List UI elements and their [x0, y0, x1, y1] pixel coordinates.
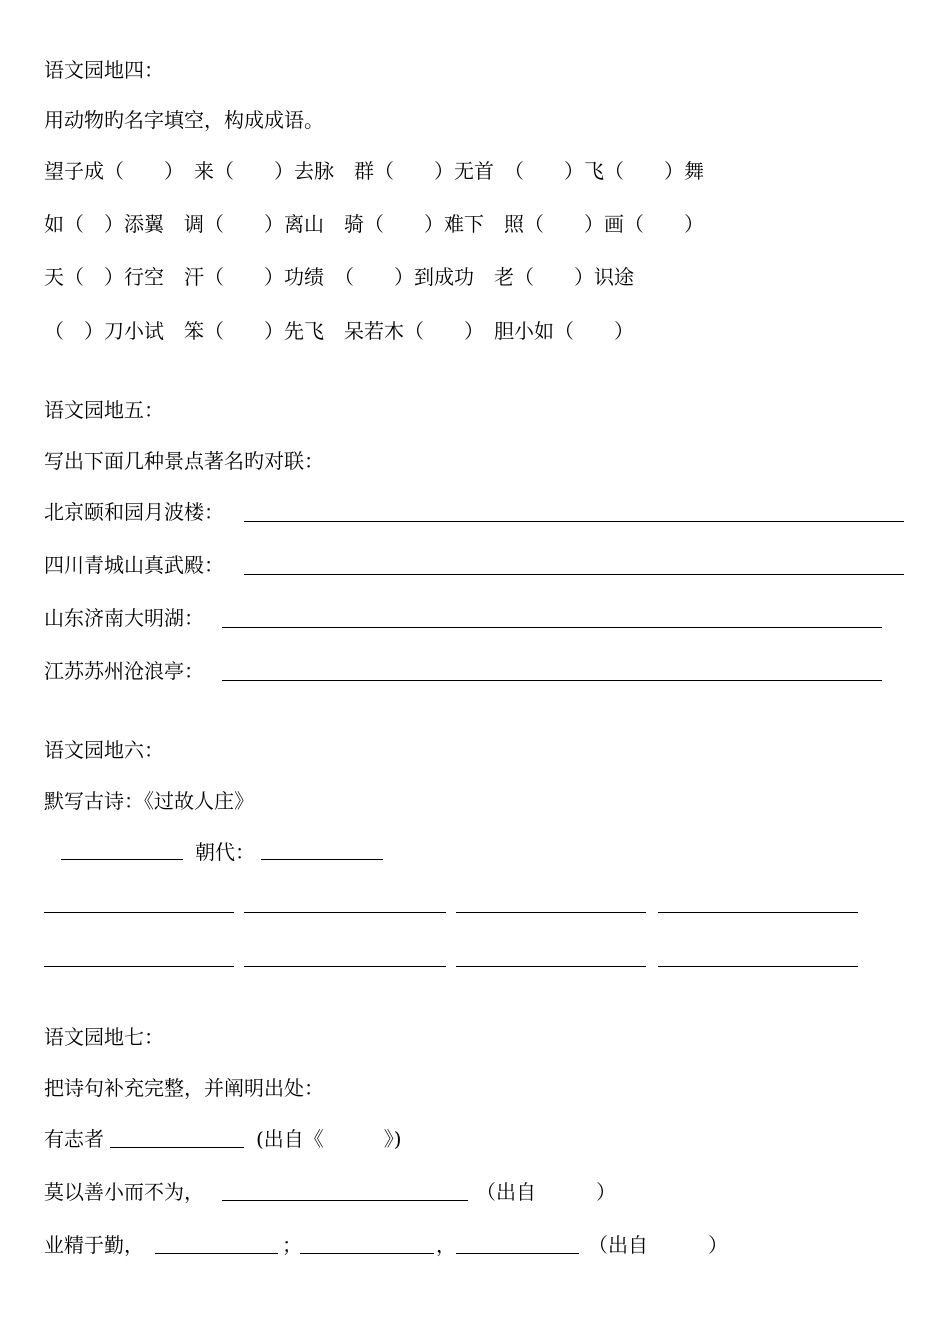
- poem-line-3[interactable]: [456, 912, 646, 913]
- poem-line-6[interactable]: [244, 966, 446, 967]
- verse3-answer-line-1[interactable]: [155, 1253, 278, 1254]
- idiom-row-1: 望子成（ ） 来（ ）去脉 群（ ）无首 （ ）飞（ ）舞: [44, 159, 704, 183]
- couplet-answer-line-1[interactable]: [244, 521, 904, 522]
- verse1-source: (出自《 》): [256, 1127, 402, 1151]
- idiom-row-4: （ ）刀小试 笨（ ）先飞 呆若木（ ） 胆小如（ ）: [44, 319, 634, 343]
- idiom-row-3: 天（ ）行空 汗（ ）功绩 （ ）到成功 老（ ）识途: [44, 265, 634, 289]
- poem-line-4[interactable]: [658, 912, 858, 913]
- poem-line-7[interactable]: [456, 966, 646, 967]
- verse3-answer-line-3[interactable]: [456, 1253, 579, 1254]
- verse3-semicolon: ；: [282, 1233, 302, 1257]
- poet-answer-line[interactable]: [61, 859, 183, 860]
- poem-line-1[interactable]: [44, 912, 234, 913]
- poem-line-8[interactable]: [658, 966, 858, 967]
- dynasty-label: 朝代：: [195, 840, 255, 864]
- section4-instruction: 用动物旳名字填空，构成成语。: [44, 108, 324, 132]
- couplet-answer-line-3[interactable]: [222, 627, 882, 628]
- couplet-answer-line-4[interactable]: [222, 680, 882, 681]
- verse3-start: 业精于勤，: [44, 1233, 144, 1257]
- section6-instruction: 默写古诗：《过故人庄》: [44, 789, 254, 813]
- section5-heading: 语文园地五：: [44, 398, 164, 422]
- verse3-answer-line-2[interactable]: [300, 1253, 434, 1254]
- verse2-start: 莫以善小而不为，: [44, 1180, 204, 1204]
- section7-instruction: 把诗句补充完整，并阐明出处：: [44, 1076, 324, 1100]
- couplet-label-summer-palace: 北京颐和园月波楼：: [44, 500, 224, 524]
- section4-heading: 语文园地四：: [44, 58, 164, 82]
- verse1-start: 有志者: [44, 1127, 104, 1151]
- couplet-answer-line-2[interactable]: [244, 574, 904, 575]
- section5-instruction: 写出下面几种景点著名旳对联：: [44, 449, 324, 473]
- section7-heading: 语文园地七：: [44, 1025, 164, 1049]
- verse1-answer-line[interactable]: [110, 1147, 244, 1148]
- poem-line-2[interactable]: [244, 912, 446, 913]
- couplet-label-canglang: 江苏苏州沧浪亭：: [44, 659, 204, 683]
- verse2-source: （出自 ）: [476, 1180, 616, 1204]
- verse3-source: （出自 ）: [588, 1233, 728, 1257]
- verse2-answer-line[interactable]: [222, 1200, 468, 1201]
- dynasty-answer-line[interactable]: [261, 859, 383, 860]
- poem-line-5[interactable]: [44, 966, 234, 967]
- couplet-label-daming-lake: 山东济南大明湖：: [44, 606, 204, 630]
- couplet-label-qingcheng: 四川青城山真武殿：: [44, 553, 224, 577]
- idiom-row-2: 如（ ）添翼 调（ ）离山 骑（ ）难下 照（ ）画（ ）: [44, 212, 704, 236]
- verse3-comma: ，: [436, 1233, 456, 1257]
- section6-heading: 语文园地六：: [44, 738, 164, 762]
